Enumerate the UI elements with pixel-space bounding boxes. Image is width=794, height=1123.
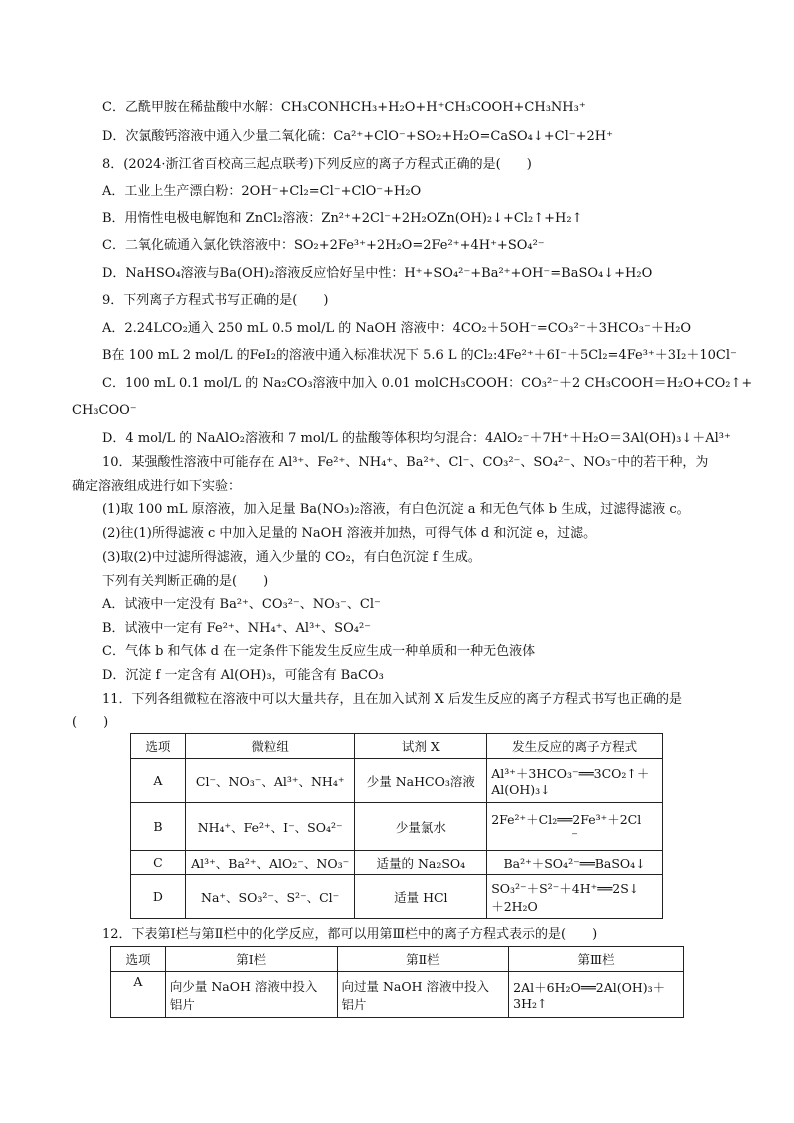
text-line: C．100 mL 0.1 mol/L 的 Na₂CO₃溶液中加入 0.01 molCH₃COOH：CO₃²⁻＋2 CH₃COOH＝H₂O+CO₂↑+ — [102, 376, 753, 391]
cell-line: 向过量 NaOH 溶液中投入 — [341, 978, 490, 994]
question-8-stem: 8．(2024·浙江省百校高三起点联考)下列反应的离子方程式正确的是( ) — [102, 157, 532, 172]
table-row — [131, 851, 663, 875]
table-header: 第Ⅲ栏 — [509, 947, 684, 972]
cell-line: 3H₂↑ — [513, 996, 548, 1011]
text-line: B．用惰性电极电解饱和 ZnCl₂溶液：Zn²⁺+2Cl⁻+2H₂OZn(OH)₂↓+Cl₂↑+H₂↑ — [102, 211, 583, 226]
table-header: 发生反应的离子方程式 — [487, 734, 663, 759]
text-line: D．NaHSO₄溶液与Ba(OH)₂溶液反应恰好呈中性：H⁺+SO₄²⁻+Ba²⁺+OH⁻=BaSO₄↓+H₂O — [102, 266, 653, 281]
text-line: C．气体 b 和气体 d 在一定条件下能发生反应生成一种单质和一种无色液体 — [102, 644, 536, 659]
text-line: ( ) — [72, 715, 109, 730]
text-line: C．乙酰甲胺在稀盐酸中水解：CH₃CONHCH₃+H₂O+H⁺CH₃COOH+CH₃NH₃⁺ — [102, 100, 586, 115]
table-row — [131, 803, 663, 851]
text-line: (1)取 100 mL 原溶液，加入足量 Ba(NO₃)₂溶液，有白色沉淀 a 和无色气体 b 生成，过滤得滤液 c。 — [102, 502, 690, 517]
question-12-stem: 12．下表第Ⅰ栏与第Ⅱ栏中的化学反应，都可以用第Ⅲ栏中的离子方程式表示的是( ) — [102, 927, 598, 942]
question-11-table — [130, 733, 663, 919]
text-line: 下列有关判断正确的是( ) — [102, 574, 269, 589]
equation-line: SO₃²⁻＋S²⁻＋4H⁺══2S↓ — [491, 880, 640, 896]
column-3-cell — [509, 972, 684, 1018]
equation-cell — [487, 759, 663, 803]
table-header: 试剂 X — [355, 734, 487, 759]
cell-line: 向少量 NaOH 溶液中投入 — [169, 978, 318, 994]
equation-line: Al³⁺＋3HCO₃⁻══3CO₂↑＋ — [491, 766, 650, 781]
particle-cell: Cl⁻、NO₃⁻、Al³⁺、NH₄⁺ — [185, 759, 355, 803]
question-12-table — [110, 946, 684, 1018]
reagent-cell: 适量的 Na₂SO₄ — [355, 851, 487, 875]
table-row — [131, 759, 663, 803]
text-line: D．沉淀 f 一定含有 Al(OH)₃，可能含有 BaCO₃ — [102, 668, 384, 683]
text-line: A．2.24LCO₂通入 250 mL 0.5 mol/L 的 NaOH 溶液中：4CO₂＋5OH⁻=CO₃²⁻＋3HCO₃⁻＋H₂O — [102, 321, 692, 336]
column-1-cell — [165, 972, 337, 1018]
table-row — [111, 972, 684, 1018]
equation-line: Al(OH)₃↓ — [491, 782, 551, 797]
equation-cell — [487, 875, 663, 919]
table-header-row — [131, 734, 663, 759]
reagent-cell: 少量 NaHCO₃溶液 — [355, 759, 487, 803]
cell-line: 铝片 — [169, 996, 195, 1012]
option-cell: D — [131, 875, 186, 919]
particle-cell: Na⁺、SO₃²⁻、S²⁻、Cl⁻ — [185, 875, 355, 919]
text-line: CH₃COO⁻ — [72, 403, 137, 418]
equation-cell: Ba²⁺＋SO₄²⁻══BaSO₄↓ — [487, 851, 663, 875]
particle-cell: Al³⁺、Ba²⁺、AlO₂⁻、NO₃⁻ — [185, 851, 355, 875]
particle-cell: NH₄⁺、Fe²⁺、I⁻、SO₄²⁻ — [185, 803, 355, 851]
question-9-stem: 9．下列离子方程式书写正确的是( ) — [102, 293, 329, 308]
text-line: (2)往(1)所得滤液 c 中加入足量的 NaOH 溶液并加热，可得气体 d 和沉淀 e，过滤。 — [102, 526, 597, 541]
equation-cell — [487, 803, 663, 851]
option-cell: A — [111, 972, 166, 1018]
text-line: B在 100 mL 2 mol/L 的FeI₂的溶液中通入标准状况下 5.6 L 的Cl₂:4Fe²⁺＋6I⁻＋5Cl₂=4Fe³⁺＋3I₂＋10Cl⁻ — [102, 348, 737, 363]
text-line: A．试液中一定没有 Ba²⁺、CO₃²⁻、NO₃⁻、Cl⁻ — [102, 597, 381, 612]
text-line: B．试液中一定有 Fe²⁺、NH₄⁺、Al³⁺、SO₄²⁻ — [102, 621, 372, 636]
equation-line: ⁻ — [571, 828, 578, 843]
table-header: 第Ⅰ栏 — [165, 947, 337, 972]
table-row — [131, 875, 663, 919]
equation-line: ＋2H₂O — [491, 898, 538, 914]
text-line: A．工业上生产漂白粉：2OH⁻+Cl₂=Cl⁻+ClO⁻+H₂O — [102, 184, 422, 199]
table-header: 第Ⅱ栏 — [337, 947, 509, 972]
table-header-row — [111, 947, 684, 972]
question-11-stem: 11．下列各组微粒在溶液中可以大量共存，且在加入试剂 X 后发生反应的离子方程式书写也正确的是 — [102, 692, 683, 707]
option-cell: C — [131, 851, 186, 875]
text-line: D．次氯酸钙溶液中通入少量二氧化硫：Ca²⁺+ClO⁻+SO₂+H₂O=CaSO₄↓+Cl⁻+2H⁺ — [102, 129, 613, 144]
table-header: 选项 — [111, 947, 166, 972]
text-line: C．二氧化硫通入氯化铁溶液中：SO₂+2Fe³⁺+2H₂O=2Fe²⁺+4H⁺+SO₄²⁻ — [102, 238, 545, 253]
reagent-cell: 少量氯水 — [355, 803, 487, 851]
equation-line: 2Fe²⁺＋Cl₂══2Fe³⁺＋2Cl — [491, 812, 642, 827]
option-cell: A — [131, 759, 186, 803]
option-cell: B — [131, 803, 186, 851]
reagent-cell: 适量 HCl — [355, 875, 487, 919]
cell-line: 2Al＋6H₂O══2Al(OH)₃＋ — [513, 980, 666, 995]
column-2-cell — [337, 972, 509, 1018]
text-line: (3)取(2)中过滤所得滤液，通入少量的 CO₂，有白色沉淀 f 生成。 — [102, 550, 481, 565]
text-line: D．4 mol/L 的 NaAlO₂溶液和 7 mol/L 的盐酸等体积均匀混合：4AlO₂⁻＋7H⁺＋H₂O＝3Al(OH)₃↓＋Al³⁺ — [102, 431, 731, 446]
table-header: 微粒组 — [185, 734, 355, 759]
table-header: 选项 — [131, 734, 186, 759]
question-10-stem: 10．某强酸性溶液中可能存在 Al³⁺、Fe²⁺、NH₄⁺、Ba²⁺、Cl⁻、CO₃²⁻、SO₄²⁻、NO₃⁻中的若干种，为 — [102, 455, 709, 470]
text-line: 确定溶液组成进行如下实验： — [72, 479, 242, 494]
cell-line: 铝片 — [341, 996, 367, 1012]
